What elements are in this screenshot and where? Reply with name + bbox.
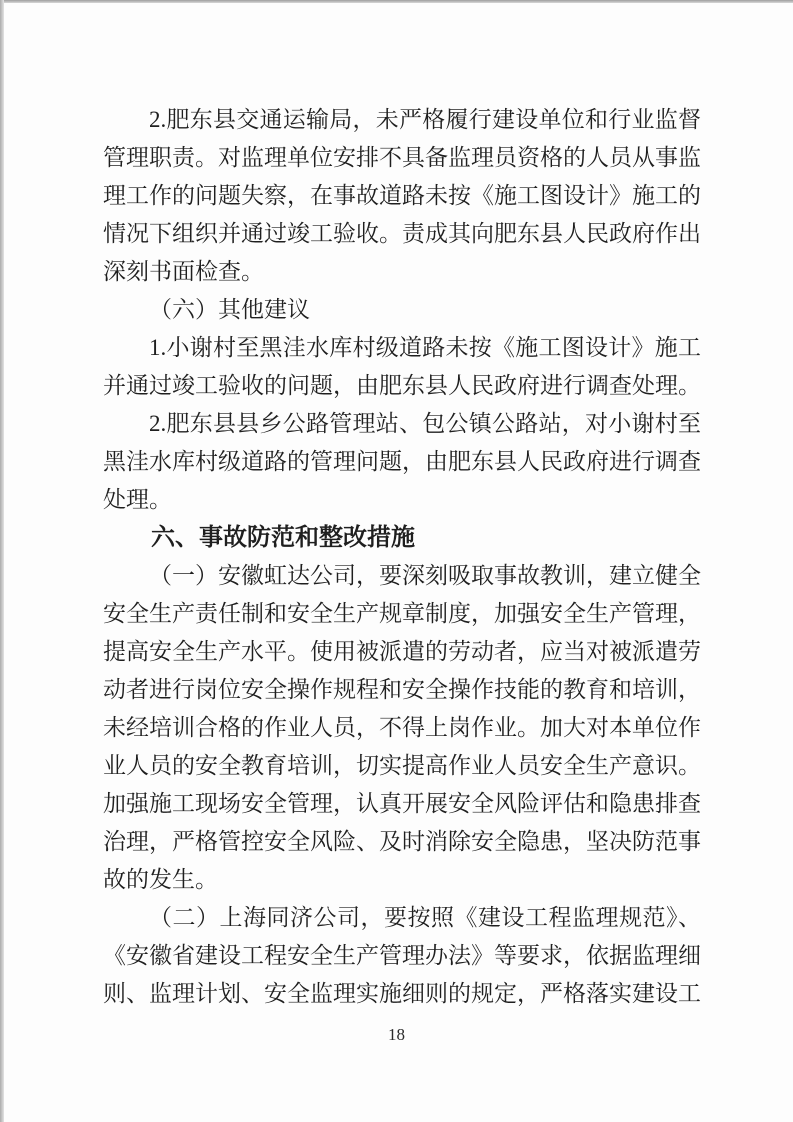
- document-body: [103, 101, 701, 1013]
- scan-artifact-top-edge: [0, 0, 793, 3]
- paragraph-road-management-stations: 2.肥东县县乡公路管理站、包公镇公路站，对小谢村至黑洼水库村级道路的管理问题，由肥东县人民政府进行调查处理。: [103, 411, 701, 512]
- paragraph-road-acceptance-investigation: 1.小谢村至黑洼水库村级道路未按《施工图设计》施工并通过竣工验收的问题，由肥东县人民政府进行调查处理。: [103, 335, 701, 398]
- paragraph-transport-bureau-discipline: 2.肥东县交通运输局，未严格履行建设单位和行业监督管理职责。对监理单位安排不具备监理员资格的人员从事监理工作的问题失察，在事故道路未按《施工图设计》施工的情况下组织并通过竣工验收。责成其向肥东县人民政府作出深刻书面检查。: [103, 107, 701, 284]
- page-number: 18: [388, 1025, 405, 1044]
- subheading-other-suggestions: （六）其他建议: [149, 297, 310, 322]
- paragraph-shanghai-tongji-measures: （二）上海同济公司，要按照《建设工程监理规范》、《安徽省建设工程安全生产管理办法》等要求，依据监理细则、监理计划、安全监理实施细则的规定，严格落实建设工: [103, 905, 701, 1006]
- heading-accident-prevention-measures: 六、事故防范和整改措施: [151, 524, 415, 551]
- scan-artifact-left-edge: [0, 0, 4, 1122]
- paragraph-anhui-hongda-measures: （一）安徽虹达公司，要深刻吸取事故教训，建立健全安全生产责任制和安全生产规章制度，加强安全生产管理，提高安全生产水平。使用被派遣的劳动者，应当对被派遣劳动者进行岗位安全操作规程和安全操作技能的教育和培训，未经培训合格的作业人员，不得上岗作业。加大对本单位作业人员的安全教育培训，切实提高作业人员安全生产意识。加强施工现场安全管理，认真开展安全风险评估和隐患排查治理，严格管控安全风险、及时消除安全隐患，坚决防范事故的发生。: [103, 563, 701, 892]
